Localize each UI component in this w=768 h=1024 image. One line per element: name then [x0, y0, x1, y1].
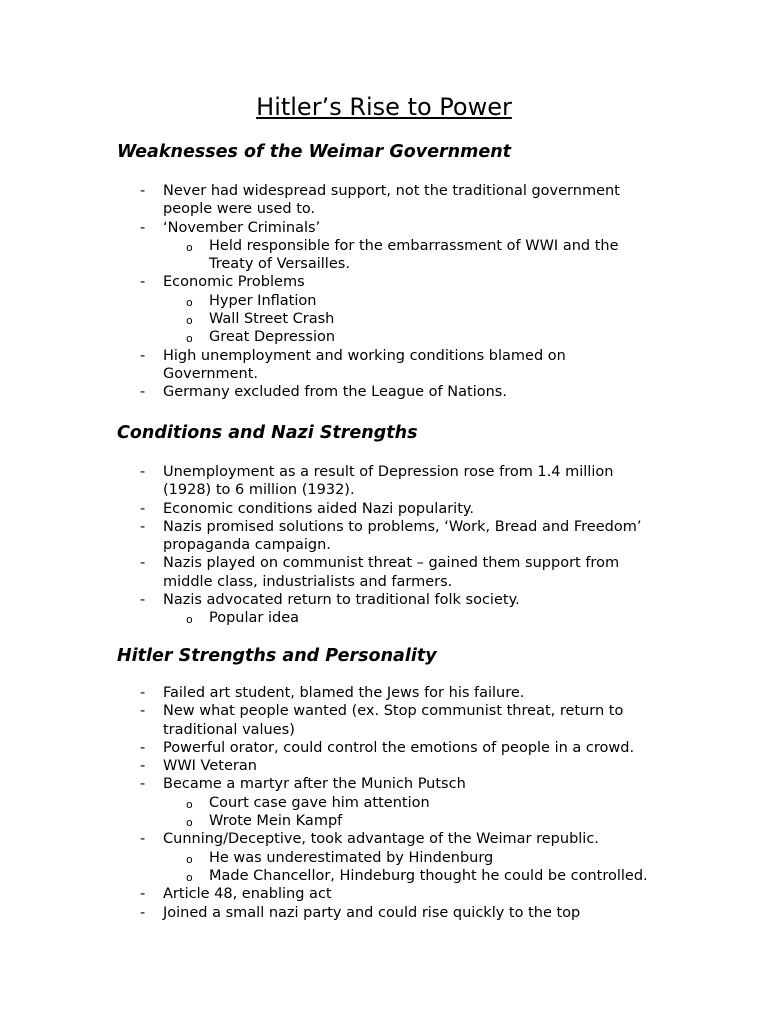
dash-bullet: -: [140, 776, 146, 793]
sub-list-item-text: Court case gave him attention: [209, 794, 430, 811]
sub-list: [0, 292, 768, 347]
list-item: [0, 684, 768, 702]
list-item: [0, 518, 768, 555]
dash-bullet: -: [140, 904, 146, 921]
sub-list-item: [0, 867, 768, 885]
sub-list-item: [0, 237, 768, 274]
sub-list-item-text: Held responsible for the embarrassment of WWI and the Treaty of Versailles.: [209, 237, 619, 273]
sub-list: [0, 237, 768, 274]
list-item: [0, 591, 768, 628]
circle-bullet: o: [186, 295, 193, 309]
sub-list-item: [0, 849, 768, 867]
list-item-text: Economic Problems: [163, 274, 305, 291]
sub-list-item-text: Hyper Inflation: [209, 292, 317, 309]
sub-list-item: [0, 794, 768, 812]
sub-list: [0, 849, 768, 886]
list-item: [0, 463, 768, 500]
list-item-text: Economic conditions aided Nazi popularity.: [163, 500, 475, 517]
dash-bullet: -: [140, 592, 146, 609]
list-item-text: ‘November Criminals’: [163, 219, 321, 236]
list-item-text: New what people wanted (ex. Stop communist threat, return to traditional values): [163, 703, 624, 738]
dash-bullet: -: [140, 758, 146, 775]
list-item: [0, 904, 768, 922]
list-item-text: Powerful orator, could control the emotions of people in a crowd.: [163, 739, 635, 756]
dash-bullet: -: [140, 384, 146, 401]
list-item: [0, 347, 768, 384]
list-item-text: Nazis played on communist threat – gained them support from middle class, industrialists and farmers.: [163, 555, 620, 590]
sub-list-item-text: Wrote Mein Kampf: [209, 813, 343, 830]
page-title: Hitler’s Rise to Power: [256, 93, 512, 121]
dash-bullet: -: [140, 739, 146, 756]
circle-bullet: o: [186, 240, 193, 254]
section-heading: Conditions and Nazi Strengths: [117, 423, 418, 443]
bullet-list: [0, 463, 768, 628]
list-item-text: Joined a small nazi party and could rise quickly to the top: [163, 904, 581, 921]
circle-bullet: o: [186, 852, 193, 866]
dash-bullet: -: [140, 274, 146, 291]
sub-list-item: [0, 812, 768, 830]
bullet-list: [0, 182, 768, 402]
bullet-list: [0, 684, 768, 922]
list-item-text: High unemployment and working conditions blamed on Government.: [163, 347, 566, 382]
circle-bullet: o: [186, 332, 193, 346]
sub-list-item-text: Wall Street Crash: [209, 311, 335, 328]
dash-bullet: -: [140, 703, 146, 720]
circle-bullet: o: [186, 797, 193, 811]
list-item: [0, 757, 768, 775]
sub-list-item-text: Popular idea: [209, 610, 300, 627]
sub-list-item-text: Made Chancellor, Hindeburg thought he could be controlled.: [209, 867, 648, 884]
sub-list-item-text: He was underestimated by Hindenburg: [209, 849, 494, 866]
circle-bullet: o: [186, 314, 193, 328]
list-item-text: WWI Veteran: [163, 758, 257, 775]
circle-bullet: o: [186, 870, 193, 884]
circle-bullet: o: [186, 613, 193, 627]
section-heading: Hitler Strengths and Personality: [117, 646, 437, 666]
dash-bullet: -: [140, 831, 146, 848]
list-item: [0, 702, 768, 739]
section-heading: Weaknesses of the Weimar Government: [117, 142, 512, 162]
dash-bullet: -: [140, 555, 146, 572]
list-item: [0, 182, 768, 219]
list-item-text: Cunning/Deceptive, took advantage of the Weimar republic.: [163, 831, 599, 848]
sub-list-item: [0, 609, 768, 627]
sub-list-item: [0, 328, 768, 346]
sub-list: [0, 609, 768, 627]
list-item-text: Failed art student, blamed the Jews for his failure.: [163, 685, 525, 701]
sub-list: [0, 794, 768, 831]
sub-list-item: [0, 292, 768, 310]
dash-bullet: -: [140, 685, 146, 701]
list-item: [0, 885, 768, 903]
list-item-text: Nazis advocated return to traditional folk society.: [163, 592, 520, 609]
dash-bullet: -: [140, 500, 146, 517]
list-item-text: Unemployment as a result of Depression rose from 1.4 million (1928) to 6 million (1932).: [163, 464, 614, 499]
list-item: [0, 273, 768, 346]
list-item-text: Article 48, enabling act: [163, 886, 332, 903]
list-item-text: Germany excluded from the League of Nations.: [163, 384, 507, 401]
list-item-text: Nazis promised solutions to problems, ‘Work, Bread and Freedom’ propaganda campaign.: [163, 518, 642, 554]
sub-list-item: [0, 310, 768, 328]
dash-bullet: -: [140, 464, 146, 480]
list-item: [0, 830, 768, 885]
list-item: [0, 739, 768, 757]
dash-bullet: -: [140, 347, 146, 364]
dash-bullet: -: [140, 886, 146, 903]
list-item: [0, 775, 768, 830]
list-item: [0, 219, 768, 274]
list-item-text: Became a martyr after the Munich Putsch: [163, 776, 466, 793]
list-item: [0, 554, 768, 591]
circle-bullet: o: [186, 816, 193, 830]
list-item: [0, 500, 768, 518]
list-item-text: Never had widespread support, not the traditional government people were used to.: [163, 183, 620, 218]
dash-bullet: -: [140, 518, 146, 535]
sub-list-item-text: Great Depression: [209, 329, 336, 346]
dash-bullet: -: [140, 219, 146, 236]
dash-bullet: -: [140, 183, 146, 199]
list-item: [0, 383, 768, 401]
